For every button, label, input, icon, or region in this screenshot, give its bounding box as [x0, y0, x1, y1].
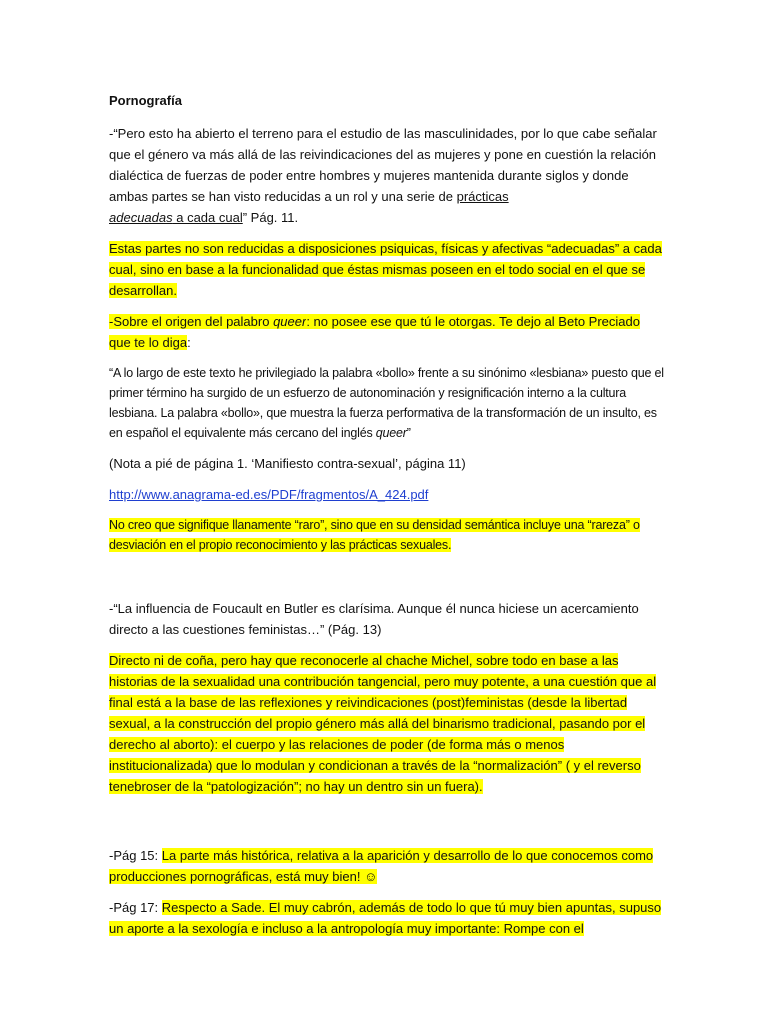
highlighted-text: -Sobre el origen del palabro [109, 314, 274, 329]
anagrama-pdf-link[interactable]: http://www.anagrama-ed.es/PDF/fragmentos/A_424.pdf [109, 487, 429, 502]
comment-foucault [109, 650, 664, 797]
document-title: Pornografía [109, 93, 182, 108]
link-paragraph [109, 484, 664, 505]
paragraph-quote-foucault: -“La influencia de Foucault en Butler es clarísima. Aunque él nunca hiciese un acercamiento directo a las cuestiones feministas…” (Pág. 13) [109, 601, 639, 637]
page-prefix: -Pág 15: [109, 848, 162, 863]
comment-disposiciones [109, 238, 664, 301]
paragraph-pag-17 [109, 897, 664, 939]
underlined-adecuadas: adecuadas [109, 210, 173, 225]
highlighted-comment: La parte más histórica, relativa a la aparición y desarrollo de lo que conocemos como producciones pornográficas, está muy bien! ☺ [109, 848, 654, 884]
highlighted-text-continued: : no posee ese que tú le otorgas. Te dejo al Beto Preciado que te lo diga [109, 314, 640, 350]
highlighted-comment: No creo que signifique llanamente “raro”, sino que en su densidad semántica incluye una “rareza” o desviación en el propio reconocimiento y las prácticas sexuales. [109, 518, 640, 552]
highlighted-comment: Respecto a Sade. El muy cabrón, además de todo lo que tú muy bien apuntas, supuso un aporte a la sexología e incluso a la antropología muy importante: Rompe con el [109, 900, 662, 936]
quote-body: “A lo largo de este texto he privilegiado la palabra «bollo» frente a su sinónimo «lesbiana» puesto que el primer término ha surgido de un esfuerzo de autonominación y resignificación interno a la cultura lesbiana. La palabra «bollo», que muestra la fuerza performativa de la transformación de un insulto, es en español el equivalente más cercano del inglés [109, 366, 664, 440]
paragraph-pag-15 [109, 845, 664, 887]
spacer [109, 807, 664, 845]
document-page [109, 90, 664, 949]
paragraph-quote-masculinidades [109, 123, 664, 228]
comment-rareza [109, 515, 664, 555]
underlined-practicas: prácticas [456, 189, 509, 204]
colon: : [187, 335, 191, 350]
quote-close: ” [406, 426, 411, 440]
page-prefix: -Pág 17: [109, 900, 162, 915]
highlighted-comment: Estas partes no son reducidas a disposiciones psiquicas, físicas y afectivas “adecuadas” a cada cual, sino en base a la funcionalidad que éstas mismas poseen en el todo social en el que se desarrollan. [109, 241, 662, 298]
italic-queer: queer [273, 314, 307, 329]
highlighted-comment: Directo ni de coña, pero hay que reconocerle al chache Michel, sobre todo en base a las historias de la sexualidad una contribución tangencial, pero muy potente, a una cuestión que al final está a la base de las reflexiones y reivindicaciones (post)feministas (desde la libertad sexual, a la construcción del propio género más allá del binarismo tradicional, pasando por el derecho al aborto): el cuerpo y las relaciones de poder (de forma más o menos institucionalizada) que lo modulan y condicionan a través de la “normalización” ( y el reverso tenebroser de la “patologización”; no hay un dentro sin un fuera). [109, 653, 657, 794]
paragraph-origen-queer [109, 311, 664, 353]
underlined-a-cada-cual: a cada cual [172, 210, 243, 225]
spacer [109, 565, 664, 598]
quote-page-ref: ” Pág. 11. [242, 210, 299, 225]
quote-preciado [109, 363, 664, 443]
quote-text: -“Pero esto ha abierto el terreno para el estudio de las masculinidades, por lo que cabe señalar que el género va más allá de las reivindicaciones del as mujeres y pone en cuestión la relación dialéctica de fuerzas de poder entre hombres y mujeres mantenida durante siglos y donde ambas partes se han visto reducidas a un rol y una serie de [109, 126, 657, 204]
italic-queer-quote: queer [375, 426, 407, 440]
footnote-reference: (Nota a pié de página 1. ‘Manifiesto contra-sexual’, página 11) [109, 456, 466, 471]
